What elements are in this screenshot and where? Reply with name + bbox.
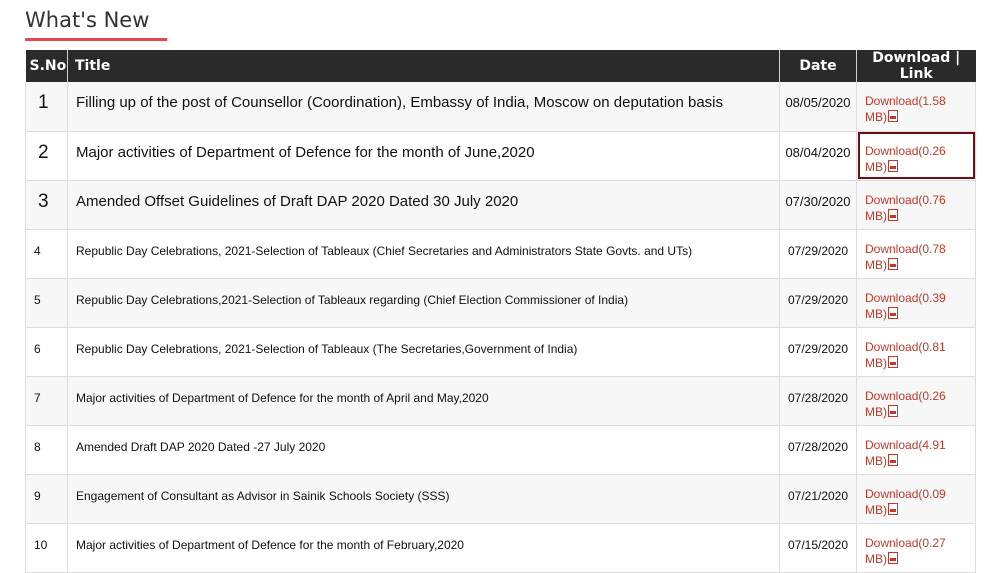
row-download-cell: [857, 229, 976, 278]
download-label: Download(0.26 MB): [865, 143, 946, 174]
download-label: Download(0.78 MB): [865, 241, 946, 272]
table-row: [26, 474, 976, 523]
row-sno: 1: [26, 82, 68, 131]
download-link[interactable]: [865, 487, 946, 517]
download-label: Download(0.76 MB): [865, 192, 946, 223]
download-link[interactable]: [865, 340, 946, 370]
row-download-cell: [857, 131, 976, 180]
download-link[interactable]: [865, 389, 946, 419]
pdf-icon: [888, 405, 898, 417]
row-title: Amended Offset Guidelines of Draft DAP 2020 Dated 30 July 2020: [68, 180, 780, 229]
table-row: [26, 278, 976, 327]
download-label: Download(0.39 MB): [865, 290, 946, 321]
download-link[interactable]: [865, 94, 946, 124]
download-link[interactable]: [865, 144, 946, 174]
table-header: [26, 50, 976, 82]
table-row: [26, 327, 976, 376]
row-date: 08/04/2020: [780, 131, 857, 180]
download-label: Download(1.58 MB): [865, 94, 946, 124]
download-label: Download(4.91 MB): [865, 437, 946, 468]
table-row: [26, 82, 976, 131]
row-sno: 5: [26, 278, 68, 327]
row-download-cell: [857, 376, 976, 425]
row-download-cell: [857, 82, 976, 131]
download-label: Download(0.09 MB): [865, 486, 946, 517]
header-date: Date: [780, 50, 857, 82]
row-sno: 4: [26, 229, 68, 278]
row-title: Major activities of Department of Defence for the month of June,2020: [68, 131, 780, 180]
download-label: Download(0.26 MB): [865, 388, 946, 419]
pdf-icon: [888, 258, 898, 270]
header-title: Title: [68, 50, 780, 82]
row-sno: 7: [26, 376, 68, 425]
table-row: [26, 229, 976, 278]
row-sno: 6: [26, 327, 68, 376]
row-title: Republic Day Celebrations,2021-Selection of Tableaux regarding (Chief Election Commissioner of India): [68, 278, 780, 327]
row-date: 08/05/2020: [780, 82, 857, 131]
download-link[interactable]: [865, 193, 946, 223]
row-date: 07/21/2020: [780, 474, 857, 523]
row-download-cell: [857, 474, 976, 523]
table-row: [26, 131, 976, 180]
row-title: Major activities of Department of Defence for the month of February,2020: [68, 523, 780, 572]
row-date: 07/28/2020: [780, 376, 857, 425]
pdf-icon: [888, 454, 898, 466]
row-date: 07/29/2020: [780, 229, 857, 278]
row-download-cell: [857, 425, 976, 474]
download-label: Download(0.27 MB): [865, 535, 946, 566]
row-title: Filling up of the post of Counsellor (Coordination), Embassy of India, Moscow on deputation basis: [68, 82, 780, 131]
table-row: [26, 376, 976, 425]
pdf-icon: [888, 110, 898, 122]
row-date: 07/30/2020: [780, 180, 857, 229]
whats-new-table: [25, 50, 976, 573]
pdf-icon: [888, 503, 898, 515]
row-date: 07/29/2020: [780, 278, 857, 327]
row-sno: 3: [26, 180, 68, 229]
header-download: Download | Link: [857, 50, 976, 82]
row-title: Amended Draft DAP 2020 Dated -27 July 2020: [68, 425, 780, 474]
row-download-cell: [857, 278, 976, 327]
pdf-icon: [888, 160, 898, 172]
download-label: Download(0.81 MB): [865, 339, 946, 370]
table-row: [26, 425, 976, 474]
row-date: 07/29/2020: [780, 327, 857, 376]
pdf-icon: [888, 307, 898, 319]
heading-underline: [25, 38, 167, 41]
row-sno: 10: [26, 523, 68, 572]
header-sno: S.No: [26, 50, 68, 82]
download-link[interactable]: [865, 536, 946, 566]
row-download-cell: [857, 523, 976, 572]
row-sno: 8: [26, 425, 68, 474]
download-link[interactable]: [865, 242, 946, 272]
pdf-icon: [888, 552, 898, 564]
row-download-cell: [857, 180, 976, 229]
row-sno: 9: [26, 474, 68, 523]
pdf-icon: [888, 356, 898, 368]
row-download-cell: [857, 327, 976, 376]
whats-new-heading: What's New: [25, 8, 150, 32]
download-link[interactable]: [865, 291, 946, 321]
row-date: 07/28/2020: [780, 425, 857, 474]
table-row: [26, 180, 976, 229]
row-sno: 2: [26, 131, 68, 180]
row-title: Republic Day Celebrations, 2021-Selection of Tableaux (The Secretaries,Government of India): [68, 327, 780, 376]
download-link[interactable]: [865, 438, 946, 468]
row-title: Republic Day Celebrations, 2021-Selection of Tableaux (Chief Secretaries and Administrators State Govts. and UTs): [68, 229, 780, 278]
row-title: Engagement of Consultant as Advisor in Sainik Schools Society (SSS): [68, 474, 780, 523]
row-date: 07/15/2020: [780, 523, 857, 572]
row-title: Major activities of Department of Defence for the month of April and May,2020: [68, 376, 780, 425]
pdf-icon: [888, 209, 898, 221]
table-row: [26, 523, 976, 572]
